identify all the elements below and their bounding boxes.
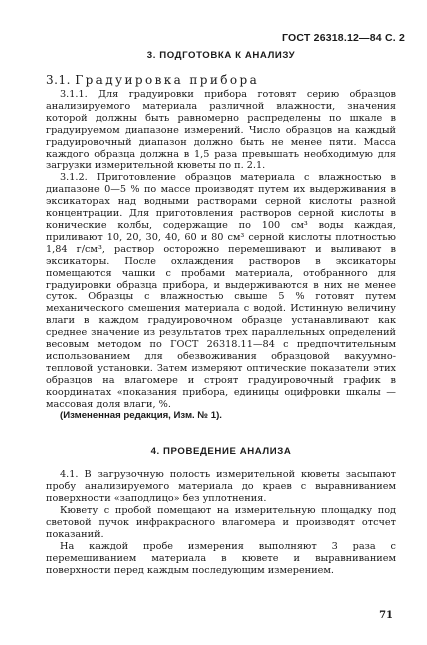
subsection-3-1-heading xyxy=(46,73,396,87)
amendment-note: (Измененная редакция, Изм. № 1). xyxy=(60,410,222,422)
paragraph-4-2: Кювету с пробой помещают на измерительную площадку под световой пучок инфракрасного влагомера и производят отсчет показаний. xyxy=(46,505,396,540)
page-body xyxy=(46,50,396,577)
paragraph-3-1-2: 3.1.2. Приготовление образцов материала с влажностью в диапазоне 0—5 % по массе производят путем их выдерживания в эксикаторах над водными растворами серной кислоты разной концентрации. Для приготовления растворов серной кислоты в конические колбы, содержащие по 100 см³ воды каждая, приливают 10, 20, 30, 40, 60 и 80 см³ серной кислоты плотностью 1,84 г/см³, раствор осторожно перемешивают и выливают в эксикаторы. После охлаждения растворов в эксикаторы помещаются чашки с пробами материала, отобранного для градуировки образца прибора, и выдерживаются в них не менее суток. Образцы с влажностью свыше 5 % готовят путем механического смешения материала с водой. Истинную величину влаги в каждом градуировочном образце устанавливают как среднее значение из результатов трех параллельных определений весовым методом по ГОСТ 26318.11—84 с предпочтительным использованием для обезвоживания образцовой вакуумно-тепловой установки. Затем измеряют оптические показатели этих образцов на влагомере и строят градуировочный график в координатах «показания прибора, единицы оцифровки шкалы — массовая доля влаги, %. xyxy=(46,172,396,410)
page-header: ГОСТ 26318.12—84 С. 2 xyxy=(282,32,405,44)
page-number: 71 xyxy=(379,610,393,621)
subsection-number: 3.1. xyxy=(46,73,71,87)
section-4-title: 4. ПРОВЕДЕНИЕ АНАЛИЗА xyxy=(150,446,292,458)
subsection-title: Градуировка прибора xyxy=(75,73,260,87)
paragraph-4-3: На каждой пробе измерения выполняют 3 раза с перемешиванием материала в кювете и выравниванием поверхности перед каждым последующим измерением. xyxy=(46,540,396,576)
paragraph-4-1: 4.1. В загрузочную полость измерительной кюветы засыпают пробу анализируемого материала до краев с выравниванием поверхности «заподлицо» без уплотнения. xyxy=(46,469,396,505)
paragraph-3-1-1: 3.1.1. Для градуировки прибора готовят серию образцов анализируемого материала различной влажности, значения которой должны быть равномерно распределены по шкале в градуируемом диапазоне измерений. Число образцов на каждый градуировочный диапазон должно быть не менее пяти. Масса каждого образца должна в 1,5 раза превышать необходимую для загрузки измерительной кюветы по п. 2.1. xyxy=(46,89,396,172)
section-3-title: 3. ПОДГОТОВКА К АНАЛИЗУ xyxy=(146,50,296,61)
